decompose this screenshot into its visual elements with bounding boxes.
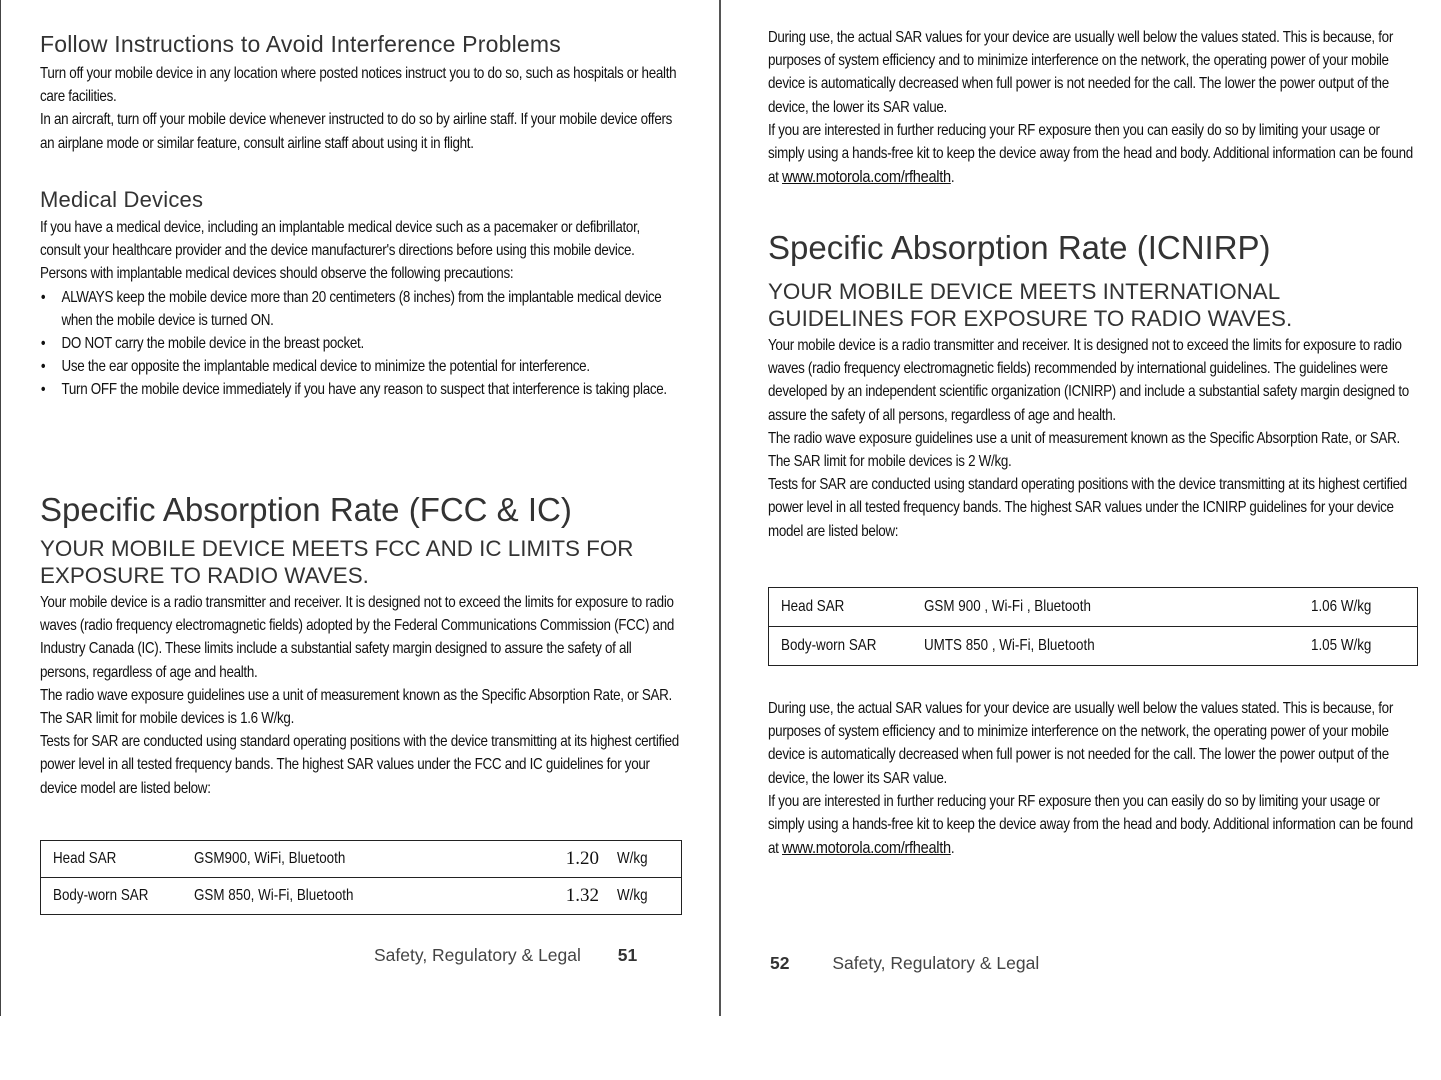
sar-usage-paragraph: During use, the actual SAR values for your device are usually well below the values stated. This is because, for purposes of system efficiency and to minimize interference on the network, the operating power of your mobile device is automatically decreased when full power is not needed for the call. The lower the power output of the device, the lower its SAR value. (768, 29, 1394, 116)
sar-icnirp-table (768, 587, 1418, 666)
interference-paragraph-1: Turn off your mobile device in any location where posted notices instruct you to do so, such as hospitals or health care facilities. (40, 65, 677, 106)
table-row (769, 588, 1418, 627)
list-item: • Turn OFF the mobile device immediately if you have any reason to suspect that interference is taking place. (40, 378, 682, 401)
medical-paragraph-2: Persons with implantable medical devices should observe the following precautions: (40, 265, 514, 283)
table-cell-value: 1.32 (517, 878, 605, 915)
sar-fcc-heading: Specific Absorption Rate (FCC & IC) (40, 491, 572, 528)
page-divider (719, 0, 721, 1016)
rfhealth-link[interactable]: www.motorola.com/rfhealth (782, 167, 951, 187)
table-cell-value: 1.20 (517, 841, 605, 878)
footer-51 (374, 945, 682, 966)
sar-fcc-paragraph-2: The radio wave exposure guidelines use a unit of measurement known as the Specific Absorption Rate, or SAR. The SAR limit for mobile devices is 1.6 W/kg. (40, 686, 672, 728)
table-cell-label: Body-worn SAR (41, 878, 183, 915)
table-row (769, 627, 1418, 666)
sar-icnirp-paragraph-2: The radio wave exposure guidelines use a unit of measurement known as the Specific Absorption Rate, or SAR. The SAR limit for mobile devices is 2 W/kg. (768, 429, 1400, 471)
rfhealth-link-2[interactable]: www.motorola.com/rfhealth (782, 838, 951, 858)
list-item: • DO NOT carry the mobile device in the breast pocket. (40, 332, 682, 355)
sar-fcc-paragraph-3: Tests for SAR are conducted using standard operating positions with the device transmitting at its highest certified power level in all tested frequency bands. The highest SAR values under the FCC and IC guidelines for your device model are listed below: (40, 733, 679, 797)
rf-exposure-paragraph-2: If you are interested in further reducing your RF exposure then you can easily do so by limiting your usage or simply using a hands-free kit to keep the device away from the head and body. Additional information can be found at (768, 792, 1413, 858)
table-cell-label: Head SAR (769, 588, 913, 627)
medical-devices-heading: Medical Devices (40, 187, 204, 212)
list-item: • Use the ear opposite the implantable medical device to minimize the potential for interference. (40, 355, 682, 378)
footer-section-label: Safety, Regulatory & Legal (374, 945, 581, 965)
footer-52 (770, 953, 1039, 974)
sar-icnirp-subheading: YOUR MOBILE DEVICE MEETS INTERNATIONAL GUIDELINES FOR EXPOSURE TO RADIO WAVES. (768, 279, 1293, 331)
sar-fcc-subheading: YOUR MOBILE DEVICE MEETS FCC AND IC LIMITS FOR EXPOSURE TO RADIO WAVES. (40, 536, 634, 588)
sar-fcc-table (40, 840, 682, 915)
sar-fcc-paragraph-1: Your mobile device is a radio transmitter and receiver. It is designed not to exceed the limits for exposure to radio waves (radio frequency electromagnetic fields) adopted by the Federal Communications Commission (FCC) and Industry Canada (IC). These limits include a substantial safety margin designed to assure the safety of all persons, regardless of age and health. (40, 594, 675, 681)
sar-icnirp-heading: Specific Absorption Rate (ICNIRP) (768, 229, 1271, 266)
medical-paragraph-1: If you have a medical device, including an implantable medical device such as a pacemaker or defibrillator, consult your healthcare provider and the device manufacturer's directions before using this mobile device. (40, 219, 640, 260)
table-cell-label: Body-worn SAR (769, 627, 913, 666)
precautions-list (40, 286, 682, 402)
table-cell-bands: GSM900, WiFi, Bluetooth (182, 841, 517, 878)
table-cell-bands: GSM 900 , Wi-Fi , Bluetooth (912, 588, 1299, 627)
sar-icnirp-paragraph-3: Tests for SAR are conducted using standard operating positions with the device transmitting at its highest certified power level in all tested frequency bands. The highest SAR values under the ICNIRP guidelines for your device model are listed below: (768, 476, 1407, 540)
interference-paragraph-2: In an aircraft, turn off your mobile device whenever instructed to do so by airline staff. If your mobile device offers an airplane mode or similar feature, consult airline staff about using it in flight. (40, 111, 673, 152)
sar-icnirp-paragraph-1: Your mobile device is a radio transmitter and receiver. It is designed not to exceed the limits for exposure to radio waves (radio frequency electromagnetic fields) recommended by international guidelines. The guidelines were developed by an independent scientific organization (ICNIRP) and include a substantial safety margin designed to assure the safety of all persons, regardless of age and health. (768, 337, 1409, 424)
table-row (41, 841, 682, 878)
table-cell-bands: GSM 850, Wi-Fi, Bluetooth (182, 878, 517, 915)
table-cell-bands: UMTS 850 , Wi-Fi, Bluetooth (912, 627, 1299, 666)
table-row (41, 878, 682, 915)
rf-exposure-paragraph: If you are interested in further reducing your RF exposure then you can easily do so by limiting your usage or simply using a hands-free kit to keep the device away from the head and body. Additional information can be found at (768, 121, 1413, 187)
page-number: 52 (770, 953, 790, 973)
footer-section-label: Safety, Regulatory & Legal (832, 953, 1040, 973)
table-cell-value: 1.06 W/kg (1299, 588, 1418, 627)
table-cell-unit: W/kg (605, 878, 682, 915)
sar-usage-paragraph-2: During use, the actual SAR values for your device are usually well below the values stated. This is because, for purposes of system efficiency and to minimize interference on the network, the operating power of your mobile device is automatically decreased when full power is not needed for the call. The lower the power output of the device, the lower its SAR value. (768, 700, 1394, 787)
table-cell-label: Head SAR (41, 841, 183, 878)
interference-heading: Follow Instructions to Avoid Interference Problems (40, 31, 561, 57)
list-item: • ALWAYS keep the mobile device more than 20 centimeters (8 inches) from the implantable medical device when the mobile device is turned ON. (40, 286, 682, 332)
page-edge-left (0, 0, 1, 1016)
table-cell-value: 1.05 W/kg (1299, 627, 1418, 666)
table-cell-unit: W/kg (605, 841, 682, 878)
page-number: 51 (617, 945, 638, 965)
